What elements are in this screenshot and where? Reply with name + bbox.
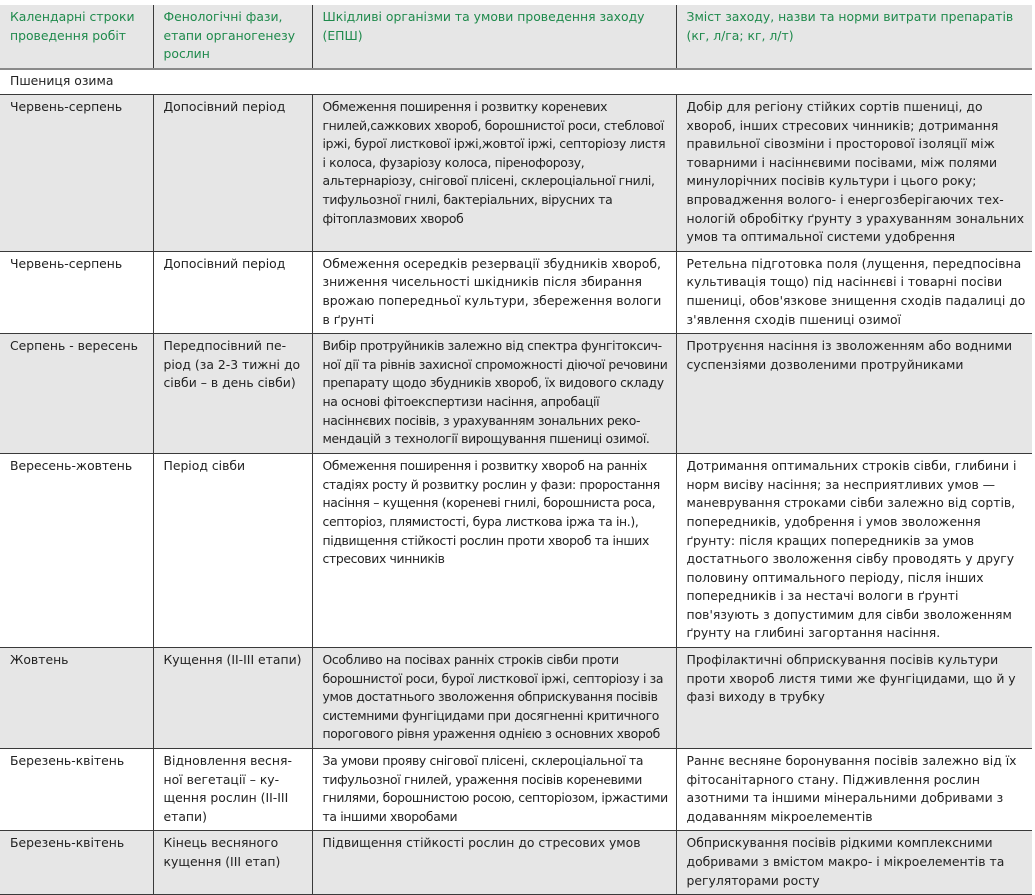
section-row xyxy=(0,69,1032,95)
table-row xyxy=(0,454,1032,648)
cell-pests: Обмеження осередків резервації збудників хвороб, зниження чисельності шкідників після збирання врожаю попередньої культури, збереження вологи в ґрунті xyxy=(312,251,676,333)
cell-period: Жовтень xyxy=(0,648,153,749)
cell-measures: Протруєння насіння із зволоженням або водними суспензіями дозволеними протруйниками xyxy=(676,334,1032,454)
table-row xyxy=(0,648,1032,749)
cell-measures: Ретельна підготовка поля (лущення, передпосівна культивація тощо) під насіннєві і товарні посіви пшениці, обов'язкове знищення сходів падалиці до з'явлення сходів пшениці озимої xyxy=(676,251,1032,333)
cell-period: Червень-серпень xyxy=(0,95,153,252)
pests-text: За умови прояву снігової плісені, склероціальної та тифульозної гнилей, ураження посівів кореневими гнилями, борошнистою росою, септоріозом, іржастими та іншими хворобами xyxy=(322,753,668,824)
cell-measures: Дотримання оптимальних строків сівби, глибини і норм висіву насіння; за несприятливих умов — маневрування строками сівби залежно від сортів, попередників, удобрення і умов зволоження ґрунту: після кращих попередників за умов достатнього зволоження сівбу проводять у другу половину оптимального періоду, після інших попередників і за нестачі вологи в ґрунті пов'язують з допустимим для сівби зволоженням ґрунту на глибині загортання насіння. xyxy=(676,454,1032,648)
cell-pests xyxy=(312,454,676,648)
cell-measures: Добір для регіону стійких сортів пшениці, до хвороб, інших стресових чинників; дотримання правильної сівозміни і просторової ізоляції між товарними і насіннєвими посівами, між полями минулорічних посівів культури і цього року; впровадження волого- і енергозберігаючих технологій обробітку ґрунту з урахуванням зональних умов та оптимальної системи удобрення xyxy=(676,95,1032,252)
cell-pests xyxy=(312,334,676,454)
table-row xyxy=(0,251,1032,333)
cell-pests: Підвищення стійкості рослин до стресових умов xyxy=(312,831,676,895)
cell-phase: Кущення (II-III етапи) xyxy=(153,648,312,749)
cell-measures: Профілактичні обприскування посівів культури проти хвороб листя тими же фунгіцидами, що й у фазі виходу в трубку xyxy=(676,648,1032,749)
table-header-row xyxy=(0,5,1032,69)
cell-phase: Допосівний період xyxy=(153,95,312,252)
cell-period: Вересень-жовтень xyxy=(0,454,153,648)
header-pests-conditions: Шкідливі організми та умови проведення заходу (ЕПШ) xyxy=(312,5,676,69)
cell-phase: Передпосівний період (за 2-3 тижні до сівби – в день сівби) xyxy=(153,334,312,454)
header-measures: Зміст заходу, назви та норми витрати препаратів (кг, л/га; кг, л/т) xyxy=(676,5,1032,69)
pests-text: Обмеження поширення і розвитку хвороб на ранніх стадіях росту й розвитку рослин у фази: проростання насіння – кущення (кореневі гнилі, борошниста роса, септоріоз, плямистості, бура листкова іржа та ін.), підвищення стійкості рослин проти хвороб та інших стресових чинників xyxy=(322,458,660,567)
cell-period: Березень-квітень xyxy=(0,831,153,895)
header-phenological-phase: Фенологічні фази, етапи органогенезу рослин xyxy=(153,5,312,69)
cell-phase: Допосівний період xyxy=(153,251,312,333)
pests-text: Особливо на посівах ранніх строків сівби проти борошнистої роси, бурої листкової іржі, септоріозу і за умов достатнього зволоження обприскування посівів системними фунгіцидами при досягненні критичного порогового рівня ураження однією з основних хвороб xyxy=(322,652,664,742)
cell-period: Серпень - вересень xyxy=(0,334,153,454)
cell-pests xyxy=(312,95,676,252)
section-title: Пшениця озима xyxy=(0,69,1032,95)
table-row xyxy=(0,334,1032,454)
protection-plan-table xyxy=(0,5,1032,895)
pests-text: Вибір протруйників залежно від спектра фунгітоксичної дії та рівнів захисної спроможності діючої речовини препарату щодо збудників хвороб, їх видового складу на основі фітоекспертизи насіння, апробації насіннєвих посівів, з урахуванням зональних рекомендацій з технології вирощування пшениці озимої. xyxy=(322,338,668,447)
cell-phase: Період сівби xyxy=(153,454,312,648)
cell-period: Червень-серпень xyxy=(0,251,153,333)
cell-measures: Обприскування посівів рідкими комплексними добривами з вмістом макро- і мікроелементів та регуляторами росту xyxy=(676,831,1032,895)
header-calendar-period: Календарні строки проведення робіт xyxy=(0,5,153,69)
cell-phase: Кінець весняного кущення (III етап) xyxy=(153,831,312,895)
cell-measures: Раннє весняне боронування посівів залежно від їх фітосанітарного стану. Підживлення рослин азотними та іншими мінеральними добривами з додаванням мікроелементів xyxy=(676,749,1032,831)
cell-phase: Відновлення весняної вегетації – кущення рослин (II-III етапи) xyxy=(153,749,312,831)
pests-text: Обмеження поширення і розвитку кореневих гнилей,сажкових хвороб, борошнистої роси, стеблової іржі, бурої листкової іржі,жовтої іржі, септоріозу листя і колоса, фузаріозу колоса, піренофорозу, альтернаріозу, снігової плісені, склероціальної гнилі, тифульозної гнилі, бактеріальних, вірусних та фітоплазмових хвороб xyxy=(322,99,666,226)
table-row xyxy=(0,749,1032,831)
table-row xyxy=(0,95,1032,252)
cell-period: Березень-квітень xyxy=(0,749,153,831)
cell-pests xyxy=(312,749,676,831)
cell-pests xyxy=(312,648,676,749)
table-row xyxy=(0,831,1032,895)
